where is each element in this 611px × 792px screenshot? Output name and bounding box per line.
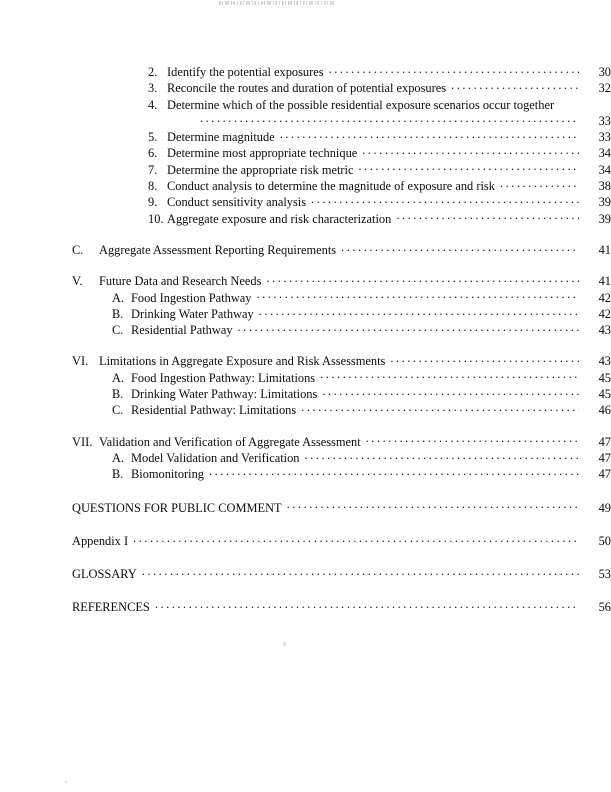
toc-entry-marker: VI. — [72, 354, 89, 369]
toc-entry-page-number: 53 — [598, 567, 611, 582]
scan-speck — [283, 642, 286, 646]
toc-spacer — [0, 483, 611, 500]
table-of-contents — [0, 64, 611, 616]
toc-entry-page-number: 34 — [598, 146, 611, 161]
toc-leader-dots — [266, 273, 579, 285]
toc-entry[interactable] — [0, 599, 611, 615]
toc-leader-dots — [390, 353, 579, 365]
toc-entry[interactable] — [0, 566, 611, 582]
toc-entry-label: Food Ingestion Pathway — [131, 290, 252, 305]
toc-entry-marker: 7. — [148, 162, 158, 177]
toc-entry-page-number: 41 — [598, 274, 611, 289]
toc-entry-page-number: 43 — [598, 323, 611, 338]
toc-entry-page-number: 45 — [598, 370, 611, 385]
toc-entry-marker: 3. — [148, 81, 158, 96]
toc-entry-marker: 9. — [148, 195, 158, 210]
toc-entry-page-number: 41 — [598, 242, 611, 257]
toc-entry[interactable] — [0, 80, 611, 96]
toc-entry-label: Food Ingestion Pathway: Limitations — [131, 370, 316, 385]
toc-entry-marker: 8. — [148, 179, 158, 194]
toc-leader-dots — [396, 211, 579, 223]
toc-entry-page-number: 38 — [598, 179, 611, 194]
toc-entry-page-number: 50 — [598, 533, 611, 548]
toc-entry-page-number: 47 — [598, 434, 611, 449]
toc-entry-label: Validation and Verification of Aggregate Assessment — [99, 434, 361, 449]
toc-entry[interactable] — [0, 306, 611, 322]
toc-leader-dots — [256, 290, 579, 302]
toc-entry-label: Determine the appropriate risk metric — [167, 162, 354, 177]
toc-entry[interactable] — [0, 450, 611, 466]
toc-entry-label: Determine magnitude — [167, 130, 275, 145]
toc-entry-continuation[interactable] — [0, 113, 611, 129]
toc-entry-page-number: 56 — [598, 600, 611, 615]
toc-entry-marker: B. — [112, 467, 124, 482]
toc-entry-label: Conduct sensitivity analysis — [167, 195, 307, 210]
toc-entry-marker: 4. — [148, 97, 158, 112]
toc-leader-dots — [238, 322, 579, 334]
toc-spacer — [0, 227, 611, 242]
toc-entry[interactable] — [0, 194, 611, 210]
toc-leader-dots — [329, 64, 579, 76]
toc-entry-marker: VII. — [72, 434, 93, 449]
toc-entry-marker: B. — [112, 387, 124, 402]
toc-entry[interactable] — [0, 145, 611, 161]
toc-entry[interactable] — [0, 353, 611, 369]
toc-entry[interactable] — [0, 64, 611, 80]
toc-entry-page-number: 46 — [598, 403, 611, 418]
toc-entry-label: Limitations in Aggregate Exposure and Risk Assessments — [99, 354, 386, 369]
toc-entry[interactable] — [0, 466, 611, 482]
toc-entry-label: Identify the potential exposures — [167, 65, 324, 79]
toc-entry-marker: 6. — [148, 146, 158, 161]
toc-entry-page-number: 42 — [598, 290, 611, 305]
toc-entry[interactable] — [0, 386, 611, 402]
toc-entry[interactable] — [0, 129, 611, 145]
toc-entry-label: REFERENCES — [72, 600, 150, 615]
toc-leader-dots — [362, 145, 579, 157]
toc-entry[interactable] — [0, 402, 611, 418]
toc-entry-marker: A. — [112, 290, 125, 305]
toc-entry[interactable] — [0, 500, 611, 516]
toc-entry-marker: 5. — [148, 130, 158, 145]
toc-leader-dots — [133, 533, 579, 545]
toc-entry-page-number: 39 — [598, 195, 611, 210]
toc-entry[interactable] — [0, 322, 611, 338]
toc-spacer — [0, 338, 611, 353]
toc-entry-label: Aggregate Assessment Reporting Requirements — [99, 242, 337, 257]
toc-entry[interactable] — [0, 97, 611, 113]
toc-leader-dots — [358, 162, 579, 174]
toc-entry-label: QUESTIONS FOR PUBLIC COMMENT — [72, 500, 282, 515]
toc-entry-label: Conduct analysis to determine the magnitude of exposure and risk — [167, 179, 495, 194]
toc-leader-dots — [259, 306, 579, 318]
toc-leader-dots — [311, 194, 579, 206]
toc-entry-label: Residential Pathway — [131, 323, 233, 338]
toc-entry-page-number: 47 — [598, 467, 611, 482]
toc-leader-dots — [500, 178, 579, 190]
toc-entry-page-number: 42 — [598, 306, 611, 321]
toc-leader-dots — [341, 242, 579, 254]
toc-entry-marker: B. — [112, 306, 124, 321]
toc-entry[interactable] — [0, 533, 611, 549]
toc-entry-marker: 2. — [148, 65, 158, 79]
toc-entry-label: GLOSSARY — [72, 567, 137, 582]
toc-entry-marker: C. — [72, 242, 84, 257]
toc-spacer — [0, 419, 611, 434]
toc-spacer — [0, 582, 611, 599]
toc-entry-page-number: 32 — [598, 81, 611, 96]
toc-entry[interactable] — [0, 434, 611, 450]
toc-entry-marker: C. — [112, 403, 124, 418]
toc-entry[interactable] — [0, 290, 611, 306]
toc-entry-page-number: 49 — [598, 500, 611, 515]
toc-leader-dots — [155, 599, 579, 611]
toc-leader-dots — [209, 466, 579, 478]
toc-leader-dots — [280, 129, 579, 141]
toc-entry-page-number: 33 — [598, 130, 611, 145]
toc-entry-label: Model Validation and Verification — [131, 450, 300, 465]
toc-entry-label: Determine which of the possible residential exposure scenarios occur together — [167, 97, 555, 112]
toc-spacer — [0, 549, 611, 566]
toc-entry-label: Future Data and Research Needs — [99, 274, 262, 289]
toc-entry[interactable] — [0, 242, 611, 258]
toc-entry-page-number: 45 — [598, 387, 611, 402]
toc-entry-page-number: 43 — [598, 354, 611, 369]
toc-leader-dots — [142, 566, 579, 578]
toc-leader-dots — [287, 500, 579, 512]
toc-entry-page-number: 34 — [598, 162, 611, 177]
toc-leader-dots — [451, 80, 579, 92]
toc-leader-dots — [301, 402, 579, 414]
toc-entry-label: Appendix I — [72, 533, 129, 548]
scan-speck — [65, 781, 67, 783]
toc-entry-marker: 10. — [148, 211, 164, 226]
toc-entry-marker: A. — [112, 450, 125, 465]
toc-entry-marker: A. — [112, 370, 125, 385]
toc-entry[interactable] — [0, 211, 611, 227]
toc-entry-label: Biomonitoring — [131, 467, 204, 482]
toc-entry[interactable] — [0, 273, 611, 289]
toc-entry-page-number: 33 — [598, 113, 611, 128]
toc-entry-marker: V. — [72, 274, 83, 289]
scan-artifact-top — [219, 1, 336, 5]
toc-entry-label: Aggregate exposure and risk characterization — [167, 211, 392, 226]
toc-spacer — [0, 258, 611, 273]
toc-entry-page-number: 47 — [598, 450, 611, 465]
toc-entry[interactable] — [0, 178, 611, 194]
toc-leader-dots — [366, 434, 579, 446]
toc-entry[interactable] — [0, 162, 611, 178]
toc-entry-marker: C. — [112, 323, 124, 338]
toc-leader-dots — [200, 113, 579, 125]
toc-entry-label: Residential Pathway: Limitations — [131, 403, 297, 418]
toc-entry-label: Drinking Water Pathway: Limitations — [131, 387, 318, 402]
toc-entry-label: Determine most appropriate technique — [167, 146, 358, 161]
toc-leader-dots — [305, 450, 580, 462]
toc-leader-dots — [322, 386, 579, 398]
toc-entry-label: Drinking Water Pathway — [131, 306, 254, 321]
toc-entry-page-number: 39 — [598, 211, 611, 226]
toc-spacer — [0, 516, 611, 533]
toc-entry-label: Reconcile the routes and duration of potential exposures — [167, 81, 447, 96]
toc-entry[interactable] — [0, 370, 611, 386]
toc-leader-dots — [320, 370, 579, 382]
toc-leader-dots — [559, 97, 579, 109]
toc-entry-page-number: 30 — [598, 65, 611, 79]
